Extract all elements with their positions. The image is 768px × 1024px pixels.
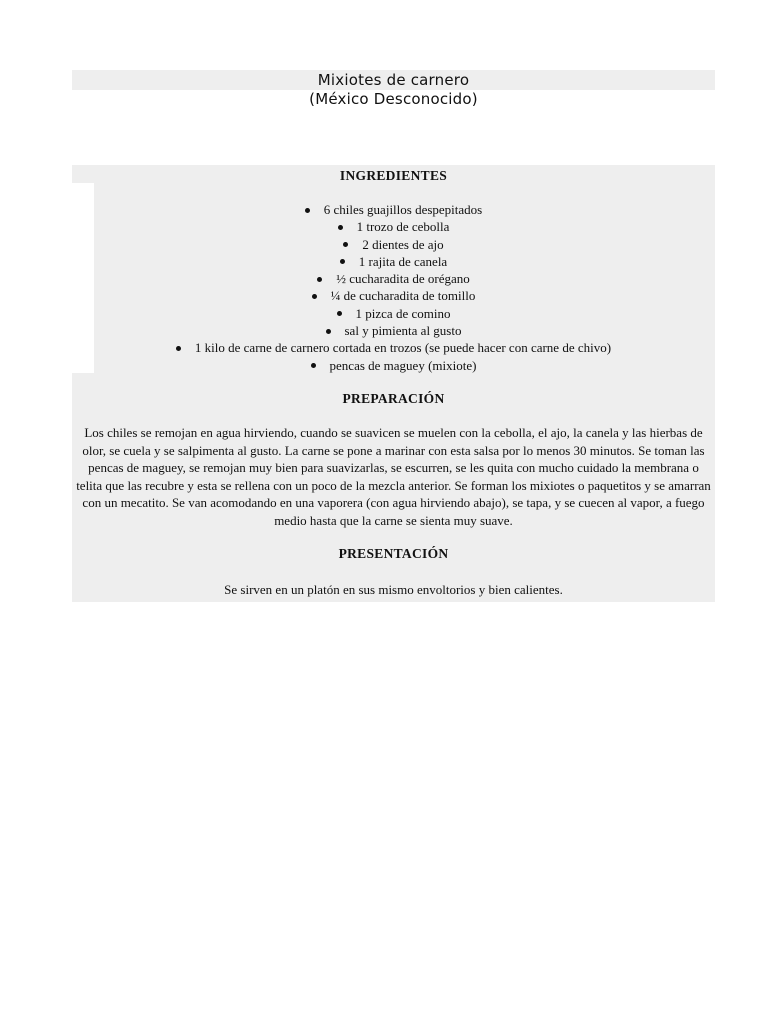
title-block [72, 70, 715, 109]
preparation-heading: PREPARACIÓN [342, 390, 445, 406]
presentation-text: Se sirven en un platón en sus mismo envoltorios y bien calientes. [224, 581, 563, 597]
list-item: 1 kilo de carne de carnero cortada en trozos (se puede hacer con carne de chivo) [72, 339, 715, 356]
list-item: ¼ de cucharadita de tomillo [72, 287, 715, 304]
list-item: sal y pimienta al gusto [72, 322, 715, 339]
bullet-icon [337, 311, 342, 316]
list-item: 2 dientes de ajo [72, 236, 715, 253]
list-item: 6 chiles guajillos despepitados [72, 201, 715, 218]
ingredients-heading: INGREDIENTES [339, 168, 448, 183]
bullet-icon [326, 329, 331, 334]
presentation-heading: PRESENTACIÓN [338, 545, 449, 561]
bullet-icon [312, 294, 317, 299]
document-page [72, 70, 715, 602]
bullet-icon [317, 277, 322, 282]
preparation-text: Los chiles se remojan en agua hirviendo, cuando se suavicen se muelen con la cebolla, el ajo, la canela y las hierbas de olor, se cuela y se salpimenta al gusto. La carne se pone a marinar con esta salsa por lo menos 30 minutos. Se toman las pencas de maguey, se remojan muy bien para suavizarlas, se escurren, se les quita con mucho cuidado la membrana o telita que las recubre y esta se rellena con un poco de la mezcla anterior. Se forman los mixiotes o paquetitos y se amarran con un mecatito. Se van acomodando en una vaporera (con agua hirviendo abajo), se tapa, y se cuecen al vapor, a fuego medio hasta que la carne se sienta muy suave. [76, 424, 711, 528]
list-item: ½ cucharadita de orégano [72, 270, 715, 287]
recipe-title: Mixiotes de carnero [317, 71, 470, 89]
bullet-icon [340, 259, 345, 264]
list-item: 1 trozo de cebolla [72, 218, 715, 235]
list-item: 1 rajita de canela [72, 253, 715, 270]
list-item: 1 pizca de comino [72, 305, 715, 322]
bullet-icon [176, 346, 181, 351]
recipe-content [72, 165, 715, 602]
recipe-source: (México Desconocido) [72, 90, 715, 109]
bullet-icon [338, 225, 343, 230]
bullet-icon [343, 242, 348, 247]
bullet-icon [311, 363, 316, 368]
list-item: pencas de maguey (mixiote) [72, 357, 715, 374]
ingredients-list [72, 185, 715, 374]
bullet-icon [305, 208, 310, 213]
